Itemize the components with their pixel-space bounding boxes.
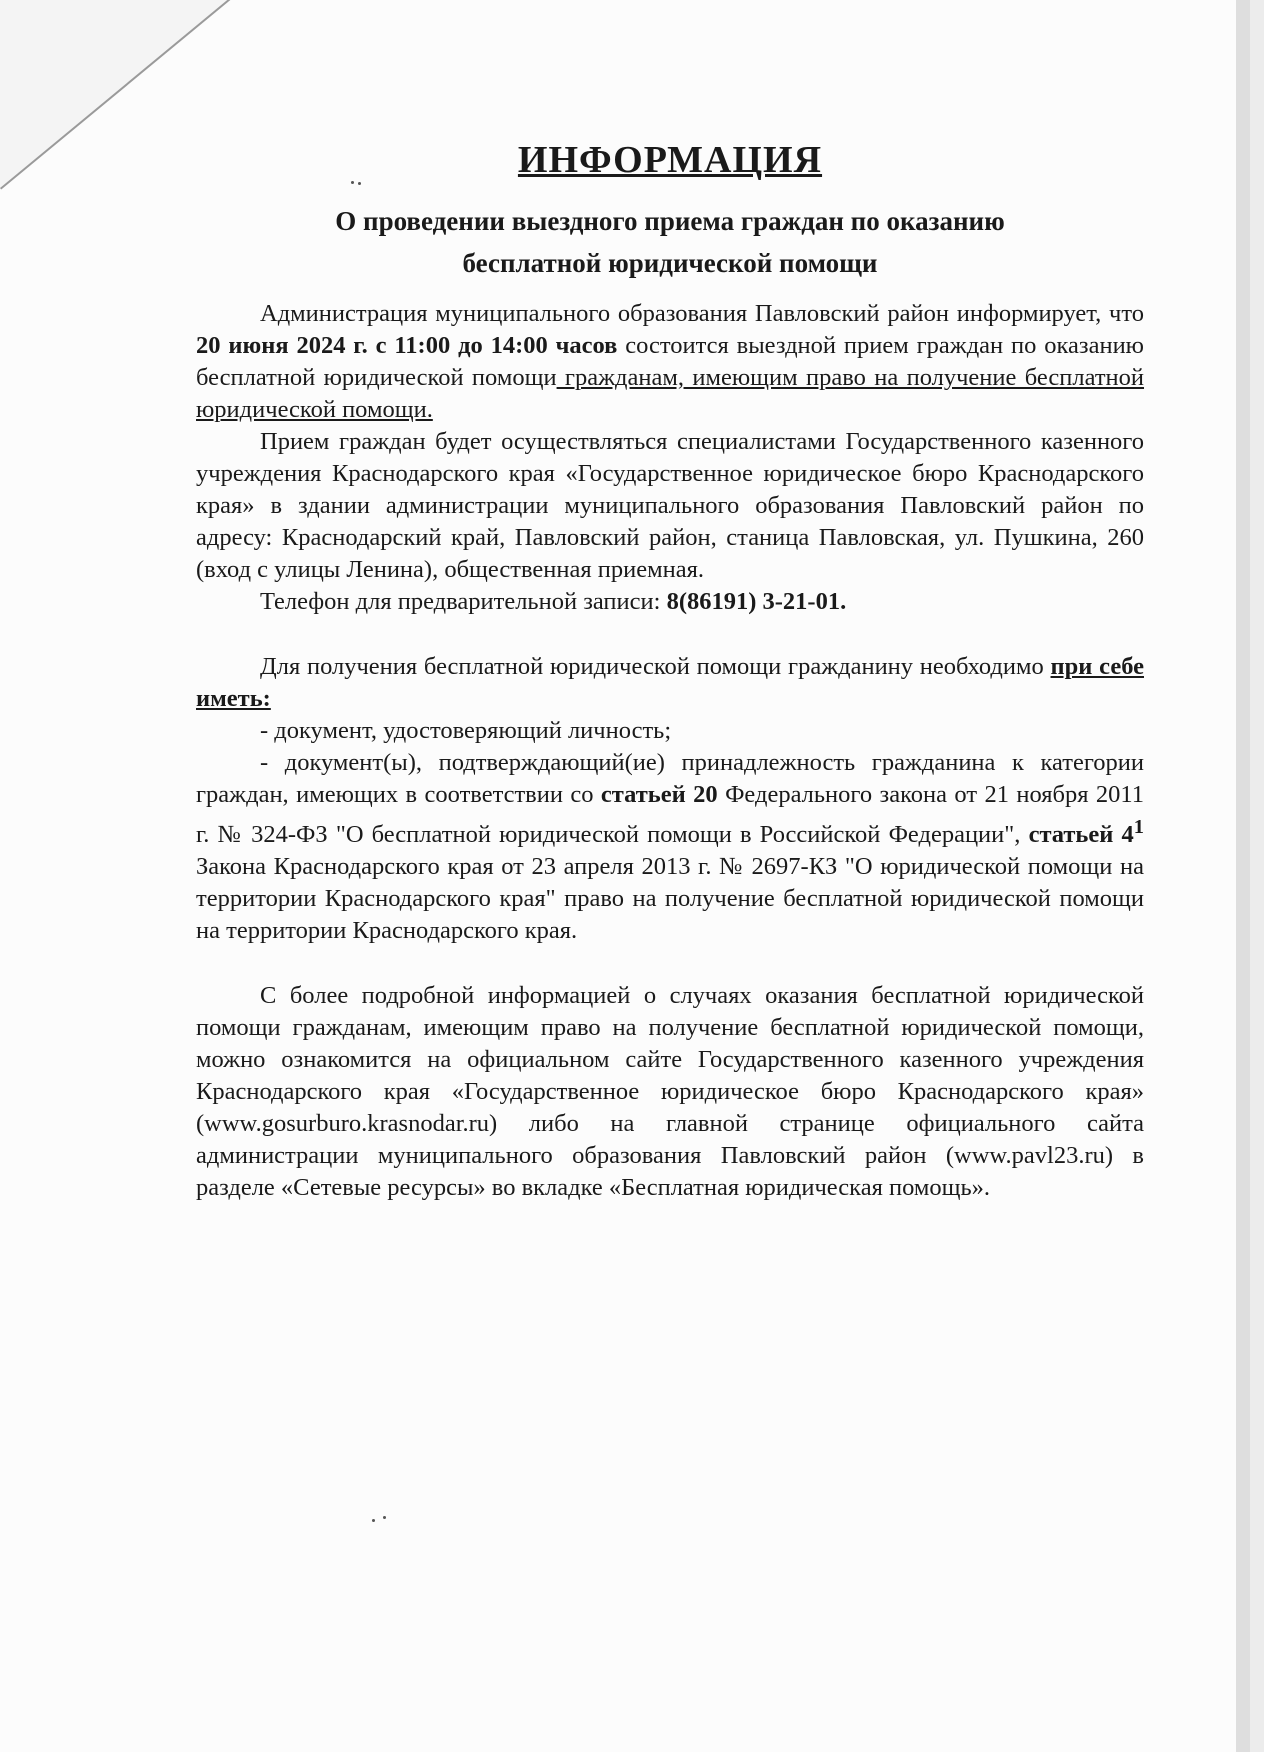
emphasis-text: при себе иметь:: [196, 653, 1144, 712]
spacer: [196, 618, 1144, 651]
scan-speck: [372, 1519, 375, 1522]
list-item: [196, 747, 1144, 947]
text-run: состоится выездной прием граждан по оказанию бесплатной юридической помощи: [196, 332, 1144, 391]
subtitle-line: О проведении выездного приема граждан по оказанию: [335, 206, 1005, 236]
underlined-text: гражданам, имеющим право на получение бесплатной юридической помощи.: [196, 364, 1145, 423]
text-run: Закона Краснодарского края от 23 апреля 2013 г. № 2697-КЗ "О юридической помощи на территории Краснодарского края" право на получение бесплатной юридической помощи на территории Краснодарского края.: [196, 853, 1144, 945]
subtitle-line: бесплатной юридической помощи: [462, 248, 878, 278]
document-subtitle: [250, 200, 1090, 284]
text-run: - документ(ы), подтверждающий(ие) принадлежность гражданина к категории граждан, имеющих в соответствии со: [196, 749, 1144, 808]
event-date-time: 20 июня 2024 г. с 11:00 до 14:00 часов: [196, 332, 618, 359]
paragraph-requirements: [196, 651, 1144, 715]
document-body: [196, 298, 1144, 1204]
superscript: 1: [1133, 816, 1144, 838]
page-edge: [1236, 0, 1250, 1752]
law-article: статьей 20: [600, 781, 718, 808]
document-title: ИНФОРМАЦИЯ: [517, 139, 823, 181]
paragraph-location: Прием граждан будет осуществляться специалистами Государственного казенного учреждения Краснодарского края «Государственное юридическое бюро Краснодарского края» в здании администрации муниципального образования Павловский район по адресу: Краснодарский край, Павловский район, станица Павловская, ул. Пушкина, 260 (вход с улицы Ленина), общественная приемная.: [196, 428, 1144, 583]
text-run: Федерального закона от 21 ноября 2011 г. № 324-ФЗ "О бесплатной юридической помощи в Российской Федерации",: [196, 781, 1145, 849]
text-run: Для получения бесплатной юридической помощи гражданину необходимо: [260, 653, 1051, 680]
scan-speck: [358, 182, 361, 185]
paragraph-more-info: С более подробной информацией о случаях оказания бесплатной юридической помощи гражданам, имеющим право на получение бесплатной юридической помощи, можно ознакомится на официальном сайте Государственного казенного учреждения Краснодарского края «Государственное юридическое бюро Краснодарского края» (www.gosurburo.krasnodar.ru) либо на главной странице официального сайта администрации муниципального образования Павловский район (www.pavl23.ru) в разделе «Сетевые ресурсы» во вкладке «Бесплатная юридическая помощь».: [196, 982, 1144, 1202]
paragraph-announcement: [196, 298, 1144, 426]
spacer: [196, 947, 1144, 980]
law-article: [1028, 816, 1144, 849]
phone-number: 8(86191) 3-21-01.: [666, 588, 847, 615]
law-article-text: статьей 4: [1028, 821, 1134, 849]
paragraph-phone: [196, 586, 1144, 618]
scan-speck: [383, 1516, 386, 1519]
text-run: Администрация муниципального образования Павловский район информирует, что: [260, 300, 1144, 327]
phone-label: Телефон для предварительной записи:: [260, 588, 667, 615]
list-item: - документ, удостоверяющий личность;: [260, 717, 672, 744]
